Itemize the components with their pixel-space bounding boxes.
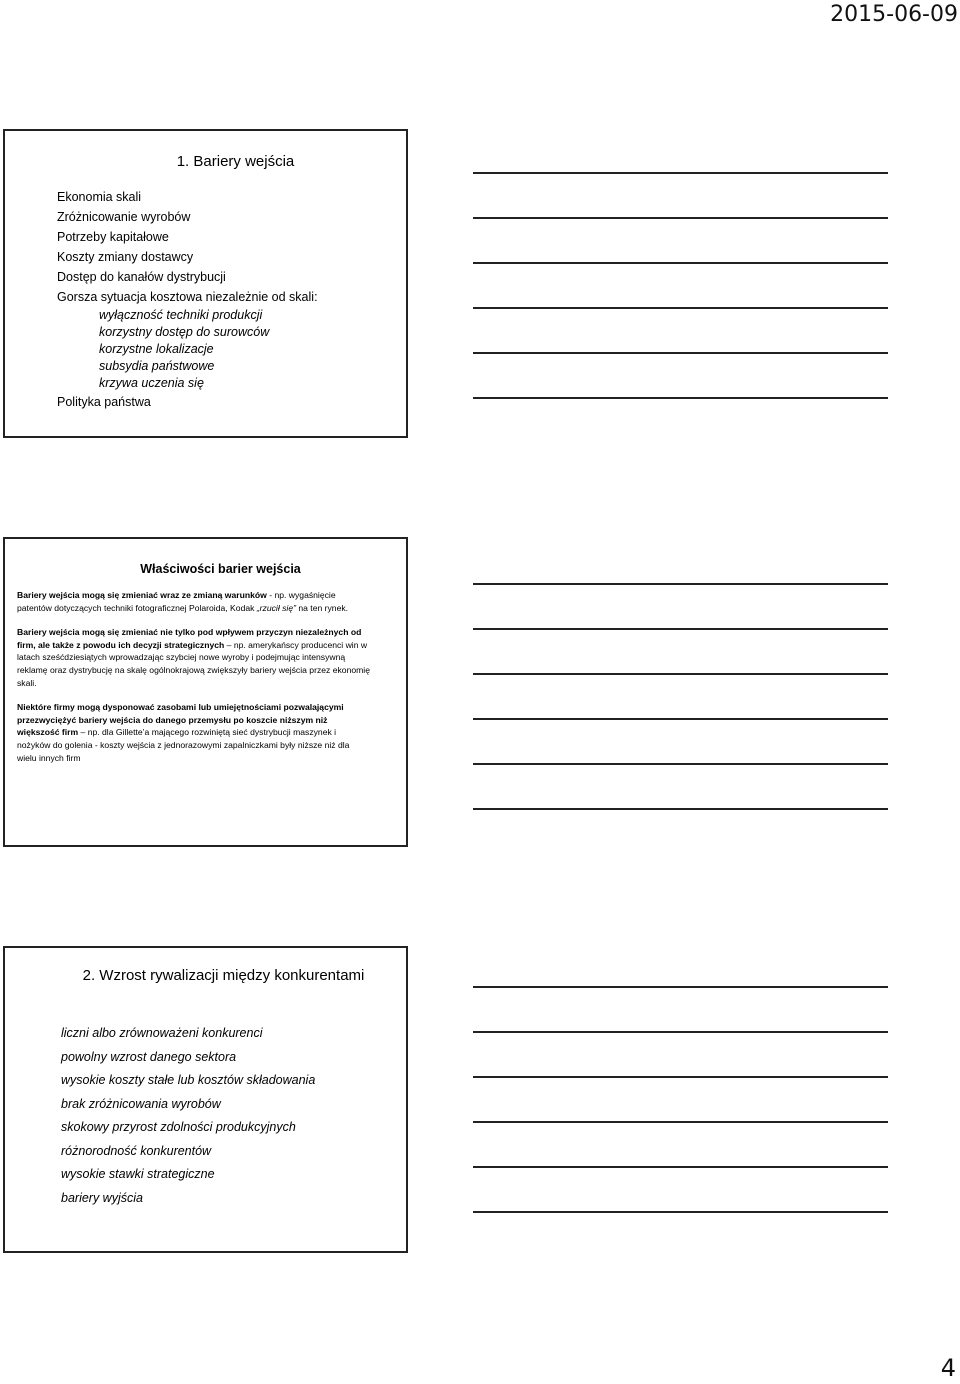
list-item: Zróżnicowanie wyrobów — [57, 210, 191, 224]
sub-list-item: korzystny dostęp do surowców — [99, 325, 270, 339]
list-item: różnorodność konkurentów — [61, 1143, 212, 1158]
notes-lines-1 — [473, 172, 888, 399]
note-line — [473, 1121, 888, 1123]
list-item: liczni albo zrównoważeni konkurenci — [61, 1026, 263, 1040]
note-line — [473, 1211, 888, 1213]
slide-1 — [3, 129, 408, 438]
note-line — [473, 1031, 888, 1033]
sub-list-item: subsydia państwowe — [99, 359, 215, 373]
note-line — [473, 986, 888, 988]
list-item: Potrzeby kapitałowe — [57, 230, 169, 244]
slide-2-title: Właściwości barier wejścia — [140, 562, 301, 576]
list-item: skokowy przyrost zdolności produkcyjnych — [61, 1120, 296, 1134]
note-line — [473, 307, 888, 309]
paragraph-text: – np. dla Gillette’a mającego rozwiniętą sieć dystrybucji maszynek i nożyków do golenia - koszty wejścia z jednorazowymi zapalniczkami były niższe niż dla wielu innych firm — [17, 727, 350, 763]
slide-2 — [3, 537, 408, 847]
list-item: powolny wzrost danego sektora — [61, 1049, 237, 1064]
note-line — [473, 172, 888, 174]
slide-1-list — [57, 187, 318, 412]
note-line — [473, 628, 888, 630]
slide-1-title: 1. Bariery wejścia — [176, 153, 295, 170]
quote-text: „rzucił się” — [256, 602, 296, 613]
note-line — [473, 217, 888, 219]
paragraph-text: - np. wygaśnięcie patentów dotyczących techniki fotograficznej Polaroida, Kodak — [17, 590, 336, 613]
list-item: Ekonomia skali — [57, 190, 142, 204]
paragraph-lead: Bariery wejścia mogą się zmieniać nie tylko pod wpływem przyczyn niezależnych od firm, ale także z powodu ich decyzji strategicznych — [17, 627, 362, 650]
slide-3 — [3, 946, 408, 1253]
sub-list-item: wyłączność techniki produkcji — [99, 308, 263, 322]
paragraph — [17, 701, 370, 764]
document-date: 2015-06-09 — [830, 2, 958, 27]
page-number: 4 — [940, 1354, 956, 1382]
paragraph-text: na ten rynek. — [295, 602, 349, 613]
list-item: bariery wyjścia — [61, 1190, 143, 1205]
slide-3-title: 2. Wzrost rywalizacji między konkurentami — [82, 967, 365, 984]
note-line — [473, 718, 888, 720]
notes-lines-3 — [473, 986, 888, 1213]
list-item: brak zróżnicowania wyrobów — [61, 1096, 221, 1111]
notes-lines-2 — [473, 583, 888, 810]
note-line — [473, 808, 888, 810]
paragraph-lead: Niektóre firmy mogą dysponować zasobami lub umiejętnościami pozwalającymi przezwyciężyć bariery wejścia do danego przemysłu po koszcie niższym niż większość firm — [17, 702, 344, 738]
sub-list-item: korzystne lokalizacje — [99, 342, 214, 356]
note-line — [473, 397, 888, 399]
slide-3-list — [61, 1022, 315, 1210]
list-item: wysokie koszty stałe lub kosztów składowania — [61, 1073, 316, 1087]
note-line — [473, 262, 888, 264]
paragraph — [17, 626, 370, 689]
note-line — [473, 1166, 888, 1168]
list-item: Gorsza sytuacja kosztowa niezależnie od skali: — [57, 290, 318, 304]
list-item: wysokie stawki strategiczne — [61, 1167, 215, 1181]
note-line — [473, 583, 888, 585]
note-line — [473, 673, 888, 675]
list-item: Dostęp do kanałów dystrybucji — [57, 270, 226, 284]
sub-list-item: krzywa uczenia się — [99, 376, 204, 390]
list-item: Polityka państwa — [57, 395, 151, 409]
slide-2-body — [17, 589, 370, 776]
list-item: Koszty zmiany dostawcy — [57, 250, 194, 264]
note-line — [473, 763, 888, 765]
paragraph-lead: Bariery wejścia mogą się zmieniać wraz ze zmianą warunków — [17, 590, 267, 600]
note-line — [473, 352, 888, 354]
note-line — [473, 1076, 888, 1078]
paragraph — [17, 589, 370, 614]
paragraph-text: – np. amerykańscy producenci win w latach sześćdziesiątych wprowadzając szybciej nowe wyroby i podejmując intensywną reklamę oraz dystrybucję na skalę ogólnokrajową zwiększyły bariery wejścia przez ekonomię skali. — [17, 639, 370, 688]
